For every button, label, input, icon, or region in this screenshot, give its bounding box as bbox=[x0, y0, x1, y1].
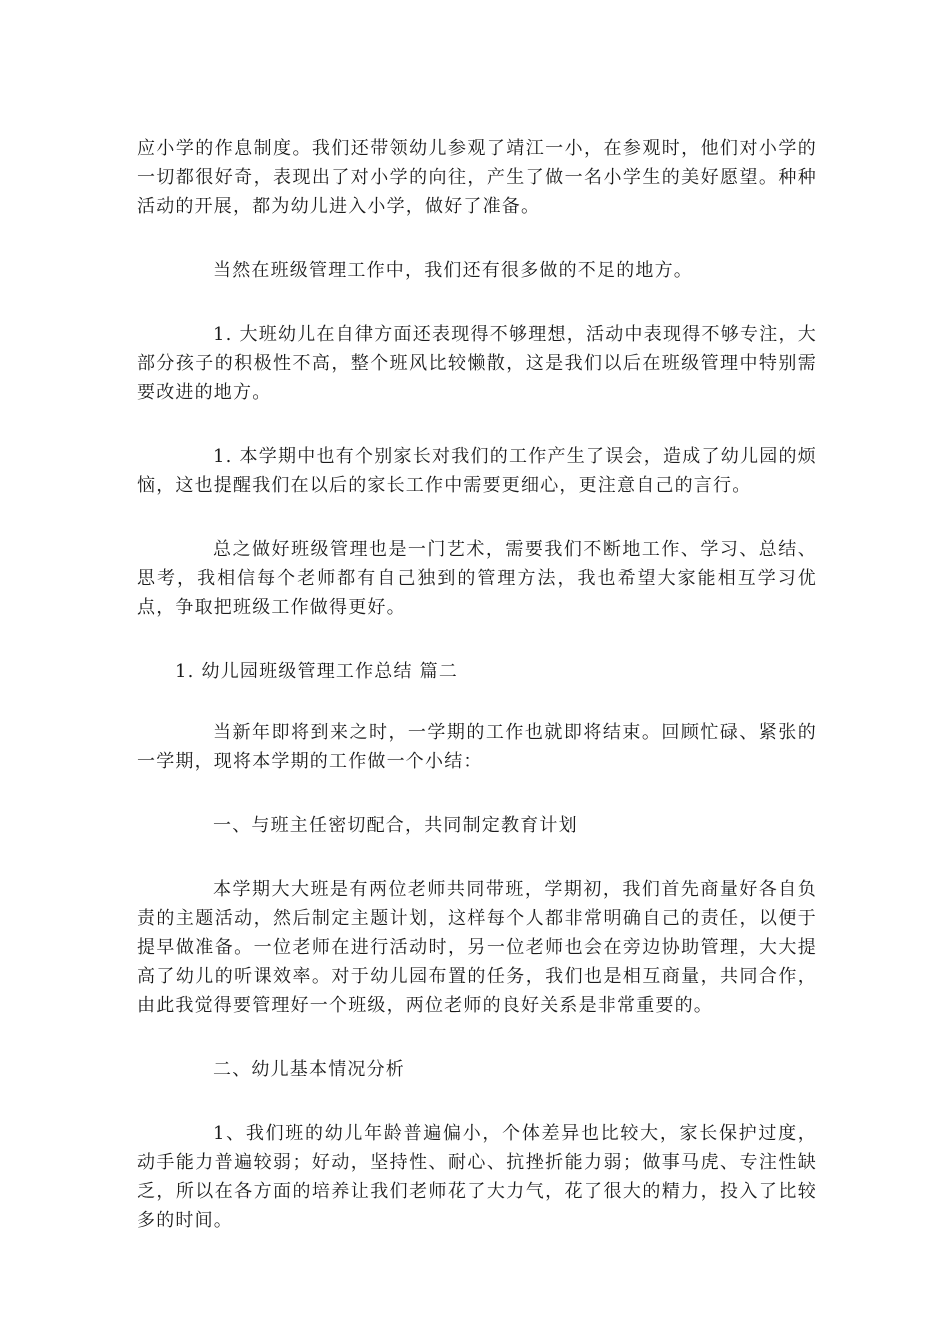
paragraph-shortcoming-self-discipline: 1. 大班幼儿在自律方面还表现得不够理想，活动中表现得不够专注，大部分孩子的积极性不高，整个班风比较懒散，这是我们以后在班级管理中特别需要改进的地方。 bbox=[137, 324, 817, 403]
paragraph-shortcomings-intro: 当然在班级管理工作中，我们还有很多做的不足的地方。 bbox=[213, 260, 693, 281]
paragraph-preparation-summary: 应小学的作息制度。我们还带领幼儿参观了靖江一小，在参观时，他们对小学的一切都很好奇，表现出了对小学的向往，产生了做一名小学生的美好愿望。种种活动的开展，都为幼儿进入小学，做好了准备。 bbox=[137, 138, 817, 217]
paragraph-children-analysis: 1、我们班的幼儿年龄普遍偏小，个体差异也比较大，家长保护过度，动手能力普遍较弱；好动，坚持性、耐心、抗挫折能力弱；做事马虎、专注性缺乏，所以在各方面的培养让我们老师花了大力气，花了很大的精力，投入了比较多的时间。 bbox=[137, 1123, 817, 1231]
paragraph-conclusion: 总之做好班级管理也是一门艺术，需要我们不断地工作、学习、总结、思考，我相信每个老师都有自己独到的管理方法，我也希望大家能相互学习优点，争取把班级工作做得更好。 bbox=[137, 539, 817, 618]
section-title-part-two: 1. 幼儿园班级管理工作总结 篇二 bbox=[175, 661, 459, 682]
document-body bbox=[137, 134, 817, 1270]
heading-children-analysis: 二、幼儿基本情况分析 bbox=[213, 1059, 405, 1080]
paragraph-new-year-intro: 当新年即将到来之时，一学期的工作也就即将结束。回顾忙碌、紧张的一学期，现将本学期的工作做一个小结： bbox=[137, 722, 817, 772]
paragraph-shortcoming-parents: 1. 本学期中也有个别家长对我们的工作产生了误会，造成了幼儿园的烦恼，这也提醒我们在以后的家长工作中需要更细心，更注意自己的言行。 bbox=[137, 446, 817, 496]
paragraph-cooperation-details: 本学期大大班是有两位老师共同带班，学期初，我们首先商量好各自负责的主题活动，然后制定主题计划，这样每个人都非常明确自己的责任，以便于提早做准备。一位老师在进行活动时，另一位老师也会在旁边协助管理，大大提高了幼儿的听课效率。对于幼儿园布置的任务，我们也是相互商量，共同合作，由此我觉得要管理好一个班级，两位老师的良好关系是非常重要的。 bbox=[137, 879, 817, 1016]
heading-cooperation-plan: 一、与班主任密切配合，共同制定教育计划 bbox=[213, 815, 578, 836]
